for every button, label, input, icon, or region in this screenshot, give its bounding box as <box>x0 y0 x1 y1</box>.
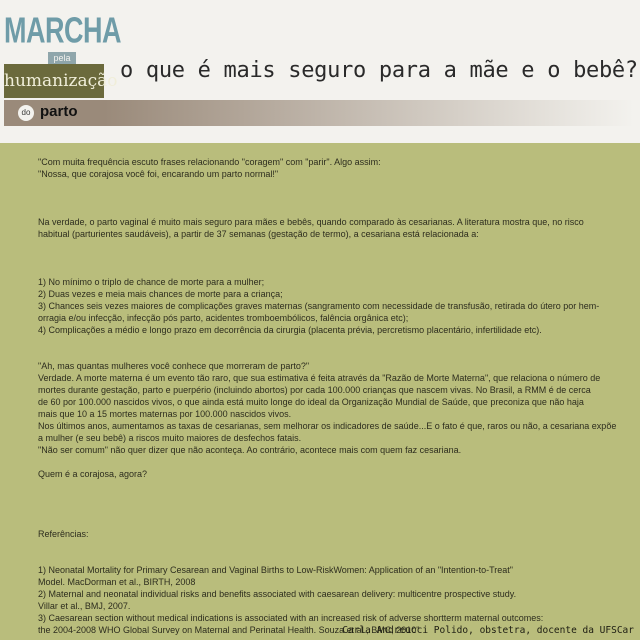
list-item: 3) Chances seis vezes maiores de complicações graves maternas (sangramento com necessidade de transfusão, retirada do útero por hem- <box>38 301 600 311</box>
paragraph-line: mais que 10 a 15 mortes maternas por 100.000 nascidos vivos. <box>38 409 292 419</box>
intro-line: "Nossa, que corajosa você foi, encarando um parto normal!" <box>38 169 279 179</box>
headline: o que é mais seguro para a mãe e o bebê? <box>120 58 638 83</box>
author-credit: Carla Andreucci Polido, obstetra, docente da UFSCar <box>342 625 634 636</box>
logo-humanizacao-text: humanização <box>4 64 104 98</box>
header-banner <box>0 0 640 143</box>
paragraph-line: Na verdade, o parto vaginal é muito mais seguro para mães e bebês, quando comparado às cesarianas. A literatura mostra que, no risco <box>38 217 584 227</box>
logo-parto-band <box>4 100 104 126</box>
paragraph-line: mortes durante gestação, parto e puerpério (incluindo abortos) por cada 100.000 crianças que nascem vivas. No Brasil, a RMM é de cerca <box>38 385 591 395</box>
closing-line: Quem é a corajosa, agora? <box>38 469 148 479</box>
reference-line: Model. MacDorman et al., BIRTH, 2008 <box>38 577 196 587</box>
paragraph-line: de 60 por 100.000 nascidos vivos, o que ainda está muito longe do ideal da Organização Mundial de Saúde, que preconiza que não haja <box>38 397 584 407</box>
logo-marcha-text: MARCHA <box>4 10 121 51</box>
question-line: "Ah, mas quantas mulheres você conhece que morreram de parto?" <box>38 361 310 371</box>
reference-line: Villar et al., BMJ, 2007. <box>38 601 131 611</box>
header-stripe <box>104 100 634 126</box>
paragraph-line: a mulher (e seu bebê) a riscos muito maiores de desfechos fatais. <box>38 433 302 443</box>
list-item: orragia e/ou infecção, infecção pós parto, acidentes tromboembólicos, falência orgânica etc); <box>38 313 409 323</box>
article-body <box>38 156 626 636</box>
logo-do-badge: do <box>18 105 34 121</box>
reference-line: the 2004-2008 WHO Global Survey on Maternal and Perinatal Health. Souza et al., BMC, 2010" <box>38 625 420 635</box>
logo-pela-text: pela <box>48 52 76 64</box>
reference-line: 3) Caesarean section without medical indications is associated with an increased risk of adverse shortterm maternal outcomes: <box>38 613 544 623</box>
logo-parto-text: parto <box>40 103 78 120</box>
list-item: 4) Complicações a médio e longo prazo em decorrência da cirurgia (placenta prévia, percretismo placentário, infertilidade etc). <box>38 325 542 335</box>
paragraph-line: Verdade. A morte materna é um evento tão raro, que sua estimativa é feita através da "Razão de Morte Materna", que relaciona o número de <box>38 373 601 383</box>
reference-line: 2) Maternal and neonatal individual risks and benefits associated with caesarean delivery: multicentre prospective study. <box>38 589 517 599</box>
intro-line: "Com muita frequência escuto frases relacionando "coragem" com "parir". Algo assim: <box>38 157 381 167</box>
list-item: 1) No mínimo o triplo de chance de morte para a mulher; <box>38 277 265 287</box>
reference-line: 1) Neonatal Mortality for Primary Cesarean and Vaginal Births to Low-RiskWomen: Application of an "Intention-to-Treat" <box>38 565 513 575</box>
paragraph-line: Nos últimos anos, aumentamos as taxas de cesarianas, sem melhorar os indicadores de saúde...E o fato é que, raros ou não, a cesariana expõe <box>38 421 617 431</box>
marcha-logo <box>0 0 121 143</box>
paragraph-line: "Não ser comum" não quer dizer que não aconteça. Ao contrário, acontece mais com quem faz cesariana. <box>38 445 462 455</box>
paragraph-line: habitual (parturientes saudáveis), a partir de 37 semanas (gestação de termo), a cesariana está relacionada a: <box>38 229 479 239</box>
list-item: 2) Duas vezes e meia mais chances de morte para a criança; <box>38 289 283 299</box>
references-title: Referências: <box>38 529 89 539</box>
